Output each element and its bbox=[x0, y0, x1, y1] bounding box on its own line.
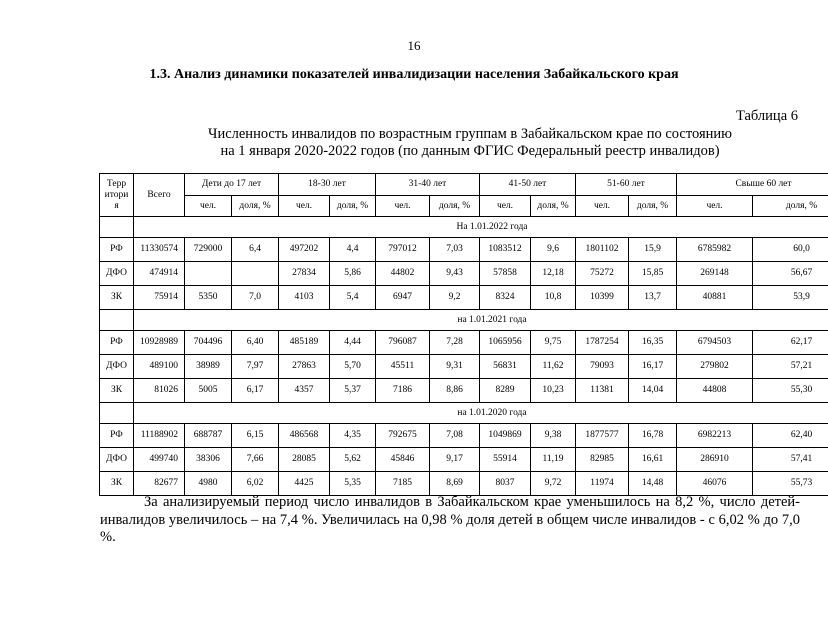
value-cell: 792675 bbox=[376, 424, 430, 448]
value-cell: 9,31 bbox=[430, 355, 480, 379]
territory-cell: ЗК bbox=[100, 472, 134, 496]
value-cell: 45511 bbox=[376, 355, 430, 379]
table-row bbox=[100, 472, 828, 496]
value-cell: 5,62 bbox=[330, 448, 376, 472]
value-cell: 10,23 bbox=[531, 379, 576, 403]
value-cell: 6,4 bbox=[232, 238, 279, 262]
value-cell: 27834 bbox=[279, 262, 330, 286]
page-number: 16 bbox=[407, 38, 421, 53]
value-cell: 8,86 bbox=[430, 379, 480, 403]
value-cell: 1877577 bbox=[576, 424, 629, 448]
value-cell: 11,62 bbox=[531, 355, 576, 379]
territory-cell: ЗК bbox=[100, 286, 134, 310]
value-cell: 82677 bbox=[134, 472, 185, 496]
value-cell: 11381 bbox=[576, 379, 629, 403]
value-cell: 11974 bbox=[576, 472, 629, 496]
territory-cell: РФ bbox=[100, 424, 134, 448]
value-cell: 11330574 bbox=[134, 238, 185, 262]
value-cell: 5,86 bbox=[330, 262, 376, 286]
value-cell: 5,70 bbox=[330, 355, 376, 379]
section-title: на 1.01.2020 года bbox=[134, 403, 828, 424]
value-cell: 57858 bbox=[480, 262, 531, 286]
value-cell: 279802 bbox=[677, 355, 753, 379]
value-cell: 5,37 bbox=[330, 379, 376, 403]
value-cell: 12,18 bbox=[531, 262, 576, 286]
value-cell: 7,97 bbox=[232, 355, 279, 379]
value-cell: 10,8 bbox=[531, 286, 576, 310]
value-cell: 474914 bbox=[134, 262, 185, 286]
value-cell: 486568 bbox=[279, 424, 330, 448]
table-label: Таблица 6 bbox=[735, 108, 798, 124]
value-cell: 489100 bbox=[134, 355, 185, 379]
territory-cell: РФ bbox=[100, 331, 134, 355]
value-cell: 82985 bbox=[576, 448, 629, 472]
value-cell: 53,9 bbox=[753, 286, 828, 310]
value-cell: 7,0 bbox=[232, 286, 279, 310]
value-cell: 56,67 bbox=[753, 262, 828, 286]
value-cell: 5,4 bbox=[330, 286, 376, 310]
value-cell: 11188902 bbox=[134, 424, 185, 448]
value-cell: 15,85 bbox=[629, 262, 677, 286]
value-cell: 4,44 bbox=[330, 331, 376, 355]
section-row bbox=[100, 403, 828, 424]
value-cell: 9,43 bbox=[430, 262, 480, 286]
value-cell: 44808 bbox=[677, 379, 753, 403]
value-cell: 27863 bbox=[279, 355, 330, 379]
section-title: На 1.01.2022 года bbox=[134, 217, 828, 238]
group-header: 31-40 лет bbox=[376, 174, 480, 196]
value-cell: 6,40 bbox=[232, 331, 279, 355]
disability-table bbox=[99, 173, 828, 496]
value-cell: 485189 bbox=[279, 331, 330, 355]
sub-header-share: доля, % bbox=[430, 196, 480, 217]
value-cell: 38989 bbox=[185, 355, 232, 379]
value-cell: 1787254 bbox=[576, 331, 629, 355]
value-cell: 10928989 bbox=[134, 331, 185, 355]
summary-paragraph: За анализируемый период число инвалидов в Забайкальском крае уменьшилось на 8,2 %, число детей-инвалидов увеличилось – на 7,4 %. Увеличилась на 0,98 % доля детей в общем числе инвалидов - с 6,02 % до 7,0 %. bbox=[100, 494, 800, 545]
section-spacer-cell bbox=[100, 403, 134, 424]
value-cell: 9,6 bbox=[531, 238, 576, 262]
value-cell: 4,35 bbox=[330, 424, 376, 448]
value-cell: 14,04 bbox=[629, 379, 677, 403]
value-cell bbox=[185, 262, 232, 286]
caption-line-2: на 1 января 2020-2022 годов (по данным ФГИС Федеральный реестр инвалидов) bbox=[220, 143, 720, 159]
section-row bbox=[100, 217, 828, 238]
sub-header-share: доля, % bbox=[330, 196, 376, 217]
value-cell: 4357 bbox=[279, 379, 330, 403]
section-title: на 1.01.2021 года bbox=[134, 310, 828, 331]
value-cell: 9,17 bbox=[430, 448, 480, 472]
value-cell: 7,03 bbox=[430, 238, 480, 262]
table-row bbox=[100, 379, 828, 403]
value-cell: 8037 bbox=[480, 472, 531, 496]
value-cell: 7,28 bbox=[430, 331, 480, 355]
value-cell: 7,08 bbox=[430, 424, 480, 448]
value-cell: 4425 bbox=[279, 472, 330, 496]
sub-header-share: доля, % bbox=[232, 196, 279, 217]
value-cell: 1083512 bbox=[480, 238, 531, 262]
group-header: 41-50 лет bbox=[480, 174, 576, 196]
group-header: Дети до 17 лет bbox=[185, 174, 279, 196]
value-cell: 5,35 bbox=[330, 472, 376, 496]
sub-header-count: чел. bbox=[576, 196, 629, 217]
value-cell: 9,75 bbox=[531, 331, 576, 355]
value-cell: 79093 bbox=[576, 355, 629, 379]
value-cell: 797012 bbox=[376, 238, 430, 262]
value-cell: 62,40 bbox=[753, 424, 828, 448]
value-cell: 497202 bbox=[279, 238, 330, 262]
value-cell: 62,17 bbox=[753, 331, 828, 355]
value-cell: 6947 bbox=[376, 286, 430, 310]
section-spacer-cell bbox=[100, 217, 134, 238]
value-cell: 286910 bbox=[677, 448, 753, 472]
value-cell: 704496 bbox=[185, 331, 232, 355]
sub-header-count: чел. bbox=[376, 196, 430, 217]
value-cell: 4,4 bbox=[330, 238, 376, 262]
value-cell: 60,0 bbox=[753, 238, 828, 262]
value-cell: 16,35 bbox=[629, 331, 677, 355]
value-cell: 10399 bbox=[576, 286, 629, 310]
value-cell: 16,61 bbox=[629, 448, 677, 472]
sub-header-count: чел. bbox=[185, 196, 232, 217]
value-cell: 6785982 bbox=[677, 238, 753, 262]
value-cell: 38306 bbox=[185, 448, 232, 472]
value-cell: 1065956 bbox=[480, 331, 531, 355]
table-row bbox=[100, 424, 828, 448]
value-cell: 55914 bbox=[480, 448, 531, 472]
value-cell: 13,7 bbox=[629, 286, 677, 310]
value-cell: 5350 bbox=[185, 286, 232, 310]
value-cell: 44802 bbox=[376, 262, 430, 286]
sub-header-share: доля, % bbox=[531, 196, 576, 217]
territory-header: Терр итори я bbox=[100, 174, 134, 217]
value-cell: 4980 bbox=[185, 472, 232, 496]
sub-header-count: чел. bbox=[279, 196, 330, 217]
value-cell: 6,15 bbox=[232, 424, 279, 448]
value-cell: 6,02 bbox=[232, 472, 279, 496]
value-cell: 45846 bbox=[376, 448, 430, 472]
value-cell: 16,78 bbox=[629, 424, 677, 448]
value-cell: 1801102 bbox=[576, 238, 629, 262]
value-cell: 499740 bbox=[134, 448, 185, 472]
value-cell: 55,30 bbox=[753, 379, 828, 403]
sub-header-count: чел. bbox=[677, 196, 753, 217]
value-cell: 55,73 bbox=[753, 472, 828, 496]
table-row bbox=[100, 238, 828, 262]
value-cell: 15,9 bbox=[629, 238, 677, 262]
value-cell: 688787 bbox=[185, 424, 232, 448]
value-cell: 7185 bbox=[376, 472, 430, 496]
value-cell: 7186 bbox=[376, 379, 430, 403]
value-cell: 4103 bbox=[279, 286, 330, 310]
value-cell: 5005 bbox=[185, 379, 232, 403]
value-cell: 46076 bbox=[677, 472, 753, 496]
value-cell: 75914 bbox=[134, 286, 185, 310]
territory-cell: РФ bbox=[100, 238, 134, 262]
table-row bbox=[100, 448, 828, 472]
territory-cell: ДФО bbox=[100, 448, 134, 472]
group-header: Свыше 60 лет bbox=[677, 174, 828, 196]
value-cell bbox=[232, 262, 279, 286]
value-cell: 6982213 bbox=[677, 424, 753, 448]
value-cell: 7,66 bbox=[232, 448, 279, 472]
section-row bbox=[100, 310, 828, 331]
value-cell: 9,2 bbox=[430, 286, 480, 310]
value-cell: 9,38 bbox=[531, 424, 576, 448]
section-spacer-cell bbox=[100, 310, 134, 331]
value-cell: 75272 bbox=[576, 262, 629, 286]
total-header: Всего bbox=[134, 174, 185, 217]
value-cell: 57,21 bbox=[753, 355, 828, 379]
value-cell: 57,41 bbox=[753, 448, 828, 472]
value-cell: 796087 bbox=[376, 331, 430, 355]
value-cell: 6,17 bbox=[232, 379, 279, 403]
group-header: 51-60 лет bbox=[576, 174, 677, 196]
table-body bbox=[100, 217, 828, 496]
value-cell: 11,19 bbox=[531, 448, 576, 472]
value-cell: 56831 bbox=[480, 355, 531, 379]
sub-header-share: доля, % bbox=[629, 196, 677, 217]
value-cell: 40881 bbox=[677, 286, 753, 310]
table-row bbox=[100, 286, 828, 310]
value-cell: 8,69 bbox=[430, 472, 480, 496]
territory-cell: ДФО bbox=[100, 262, 134, 286]
value-cell: 8324 bbox=[480, 286, 531, 310]
table-caption bbox=[180, 126, 760, 160]
value-cell: 81026 bbox=[134, 379, 185, 403]
value-cell: 16,17 bbox=[629, 355, 677, 379]
caption-line-1: Численность инвалидов по возрастным группам в Забайкальском крае по состоянию bbox=[208, 126, 732, 142]
territory-cell: ЗК bbox=[100, 379, 134, 403]
value-cell: 28085 bbox=[279, 448, 330, 472]
value-cell: 8289 bbox=[480, 379, 531, 403]
value-cell: 729000 bbox=[185, 238, 232, 262]
table-row bbox=[100, 262, 828, 286]
value-cell: 9,72 bbox=[531, 472, 576, 496]
value-cell: 1049869 bbox=[480, 424, 531, 448]
group-header: 18-30 лет bbox=[279, 174, 376, 196]
value-cell: 14,48 bbox=[629, 472, 677, 496]
table-row bbox=[100, 355, 828, 379]
sub-header-count: чел. bbox=[480, 196, 531, 217]
value-cell: 269148 bbox=[677, 262, 753, 286]
value-cell: 6794503 bbox=[677, 331, 753, 355]
table-row bbox=[100, 331, 828, 355]
territory-cell: ДФО bbox=[100, 355, 134, 379]
section-heading: 1.3. Анализ динамики показателей инвалидизации населения Забайкальского края bbox=[149, 67, 679, 82]
sub-header-share: доля, % bbox=[753, 196, 828, 217]
